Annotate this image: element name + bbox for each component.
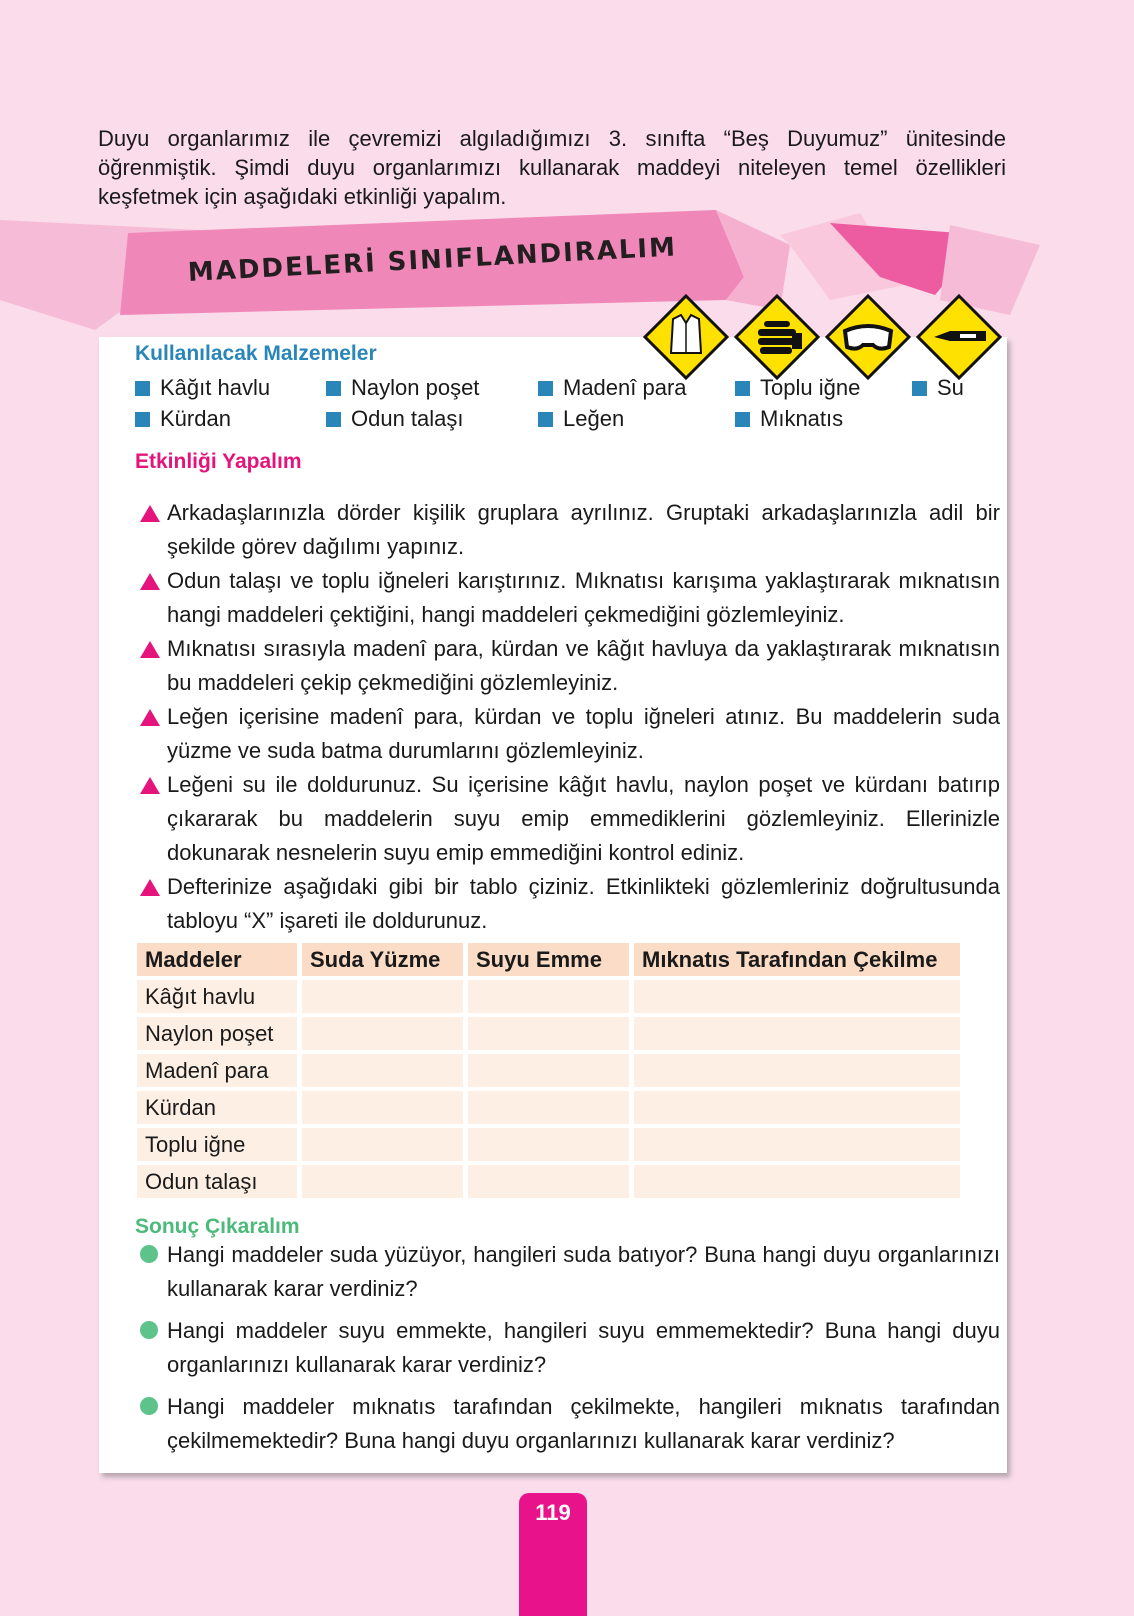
table-row — [137, 980, 960, 1013]
table-cell-material: Madenî para — [137, 1054, 297, 1087]
triangle-bullet-icon — [140, 641, 160, 658]
table-cell-material: Naylon poşet — [137, 1017, 297, 1050]
materials-heading: Kullanılacak Malzemeler — [135, 342, 377, 365]
table-cell-empty — [634, 1091, 960, 1124]
safety-signs — [643, 293, 1013, 383]
scalpel-icon — [918, 296, 1000, 378]
table-header-cell: Mıknatıs Tarafından Çekilme — [634, 943, 960, 976]
bullet-square-icon — [538, 412, 553, 427]
activity-heading: Etkinliği Yapalım — [135, 450, 302, 473]
activity-step: Arkadaşlarınızla dörder kişilik gruplara ayrılınız. Gruptaki arkadaşlarınızla adil bir şekilde görev dağılımı yapınız. — [140, 496, 1000, 564]
bullet-square-icon — [912, 381, 927, 396]
material-item: Toplu iğne — [735, 375, 860, 401]
table-row — [137, 1128, 960, 1161]
conclusion-heading: Sonuç Çıkaralım — [135, 1215, 300, 1238]
table-row — [137, 1017, 960, 1050]
table-cell-empty — [468, 1165, 629, 1198]
conclusion-questions — [140, 1238, 1000, 1466]
table-cell-empty — [302, 1054, 463, 1087]
table-cell-material: Toplu iğne — [137, 1128, 297, 1161]
triangle-bullet-icon — [140, 879, 160, 896]
table-cell-empty — [468, 1091, 629, 1124]
material-item: Kürdan — [135, 406, 231, 432]
table-row — [137, 1091, 960, 1124]
triangle-bullet-icon — [140, 573, 160, 590]
bullet-square-icon — [538, 381, 553, 396]
table-cell-empty — [302, 1091, 463, 1124]
circle-bullet-icon — [140, 1397, 158, 1415]
table-cell-material: Kürdan — [137, 1091, 297, 1124]
activity-step: Mıknatısı sırasıyla madenî para, kürdan ve kâğıt havluya da yaklaştırarak mıknatısın bu maddeleri çekip çekmediğini gözlemleyiniz. — [140, 632, 1000, 700]
table-cell-empty — [302, 1017, 463, 1050]
table-row — [137, 1165, 960, 1198]
bullet-square-icon — [326, 412, 341, 427]
bullet-square-icon — [326, 381, 341, 396]
activity-step: Odun talaşı ve toplu iğneleri karıştırınız. Mıknatısı karışıma yaklaştırarak mıknatısın hangi maddeleri çektiğini, hangi maddeleri çekmediğini gözlemleyiniz. — [140, 564, 1000, 632]
glove-icon — [736, 296, 818, 378]
table-header-cell: Maddeler — [137, 943, 297, 976]
bullet-square-icon — [135, 412, 150, 427]
material-item: Naylon poşet — [326, 375, 479, 401]
table-cell-empty — [634, 980, 960, 1013]
bullet-square-icon — [735, 381, 750, 396]
banner-title: MADDELERİ SINIFLANDIRALIM — [187, 232, 678, 288]
table-cell-empty — [468, 1017, 629, 1050]
circle-bullet-icon — [140, 1321, 158, 1339]
table-cell-empty — [302, 980, 463, 1013]
triangle-bullet-icon — [140, 777, 160, 794]
table-row — [137, 1054, 960, 1087]
material-item: Kâğıt havlu — [135, 375, 270, 401]
table-cell-empty — [634, 1017, 960, 1050]
activity-step: Defterinize aşağıdaki gibi bir tablo çiziniz. Etkinlikteki gözlemleriniz doğrultusunda tabloyu “X” işareti ile doldurunuz. — [140, 870, 1000, 938]
goggles-icon — [827, 296, 909, 378]
table-header-row — [137, 943, 960, 976]
material-item: Madenî para — [538, 375, 687, 401]
table-header-cell: Suda Yüzme — [302, 943, 463, 976]
bullet-square-icon — [135, 381, 150, 396]
intro-paragraph — [98, 124, 1006, 211]
intro-text: Duyu organlarımız ile çevremizi algıladığımızı 3. sınıfta “Beş Duyumuz” ünitesinde öğrenmiştik. Şimdi duyu organlarımızı kullanarak maddeyi niteleyen temel özellikleri keşfetmek için aşağıdaki etkinliği yapalım. — [98, 126, 1006, 209]
table-cell-empty — [468, 980, 629, 1013]
circle-bullet-icon — [140, 1245, 158, 1263]
table-cell-empty — [634, 1054, 960, 1087]
material-item: Leğen — [538, 406, 624, 432]
table-cell-empty — [634, 1128, 960, 1161]
table-header-cell: Suyu Emme — [468, 943, 629, 976]
table-cell-material: Kâğıt havlu — [137, 980, 297, 1013]
conclusion-question: Hangi maddeler mıknatıs tarafından çekilmekte, hangileri mıknatıs tarafından çekilmemektedir? Buna hangi duyu organlarınızı kullanarak karar verdiniz? — [140, 1390, 1000, 1458]
table-cell-empty — [468, 1128, 629, 1161]
table-cell-material: Odun talaşı — [137, 1165, 297, 1198]
page-number: 119 — [519, 1493, 587, 1616]
conclusion-question: Hangi maddeler suyu emmekte, hangileri suyu emmemektedir? Buna hangi duyu organlarınızı kullanarak karar verdiniz? — [140, 1314, 1000, 1382]
activity-step: Leğen içerisine madenî para, kürdan ve toplu iğneleri atınız. Bu maddelerin suda yüzme ve suda batma durumlarını gözlemleyiniz. — [140, 700, 1000, 768]
bullet-square-icon — [735, 412, 750, 427]
triangle-bullet-icon — [140, 505, 160, 522]
observation-table — [132, 939, 965, 1202]
triangle-bullet-icon — [140, 709, 160, 726]
table-cell-empty — [634, 1165, 960, 1198]
table-cell-empty — [302, 1165, 463, 1198]
activity-steps — [140, 496, 1000, 938]
conclusion-question: Hangi maddeler suda yüzüyor, hangileri suda batıyor? Buna hangi duyu organlarınızı kullanarak karar verdiniz? — [140, 1238, 1000, 1306]
material-item: Su — [912, 375, 964, 401]
material-item: Mıknatıs — [735, 406, 843, 432]
material-item: Odun talaşı — [326, 406, 464, 432]
table-cell-empty — [302, 1128, 463, 1161]
activity-step: Leğeni su ile doldurunuz. Su içerisine kâğıt havlu, naylon poşet ve kürdanı batırıp çıkararak bu maddelerin suyu emip emmediklerini gözlemleyiniz. Ellerinizle dokunarak nesnelerin suyu emip emmediğini kontrol ediniz. — [140, 768, 1000, 870]
lab-coat-icon — [645, 296, 727, 378]
table-cell-empty — [468, 1054, 629, 1087]
